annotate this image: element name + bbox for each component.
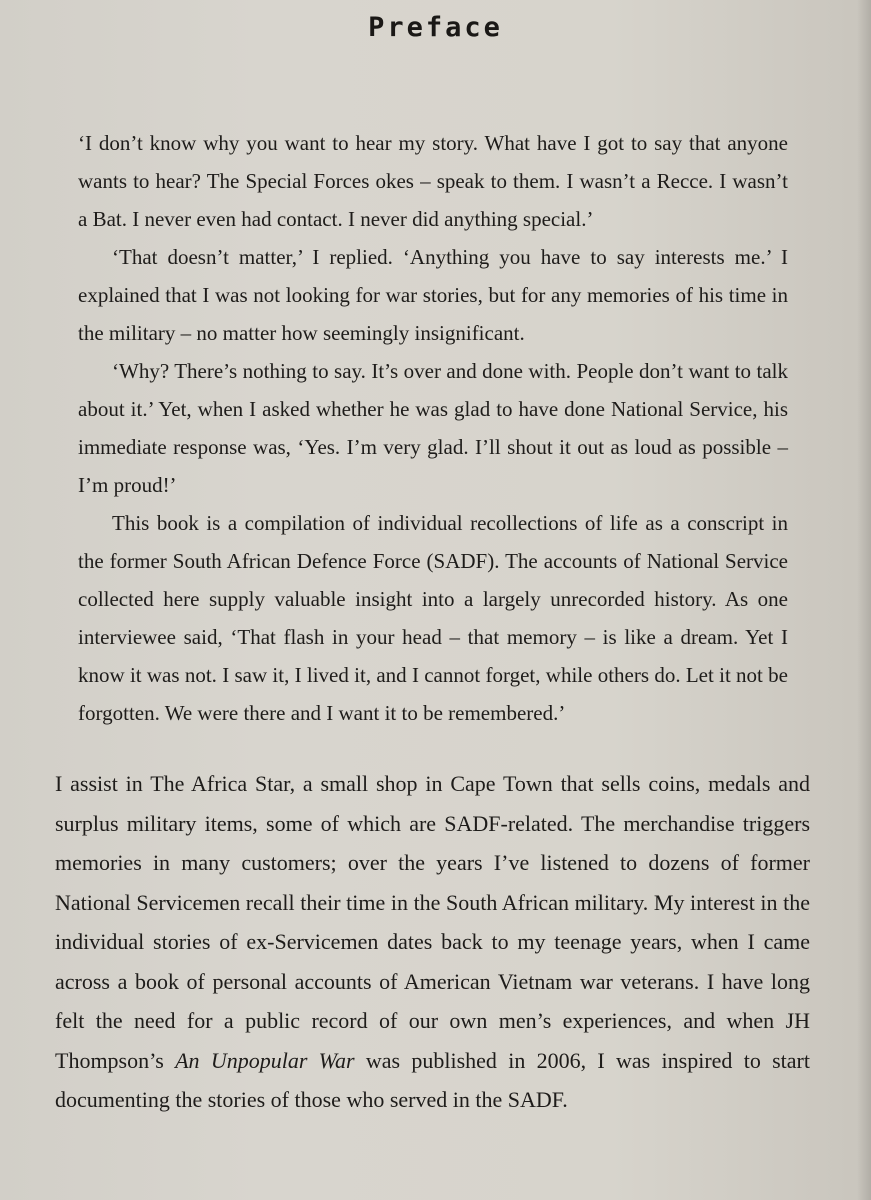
book-title: An Unpopular War (175, 1047, 355, 1073)
page-edge-shadow (857, 0, 871, 1200)
quote-section (78, 124, 788, 732)
paragraph-5-text-end: was published in 2006, I was inspired to start documenting the stories of those who served in the SADF. (55, 1047, 810, 1112)
paragraph-2: ‘That doesn’t matter,’ I replied. ‘Anything you have to say interests me.’ I explained that I was not looking for war stories, but for any memories of his time in the military – no matter how seemingly insignificant. (78, 245, 788, 345)
paragraph-1: ‘I don’t know why you want to hear my story. What have I got to say that anyone wants to hear? The Special Forces okes – speak to them. I wasn’t a Recce. I wasn’t a Bat. I never even had contact. I never did anything special.’ (78, 131, 788, 231)
paragraph-5 (55, 764, 810, 1120)
page-heading: Preface (368, 12, 503, 43)
paragraph-4: This book is a compilation of individual recollections of life as a conscript in the former South African Defence Force (SADF). The accounts of National Service collected here supply valuable insight into a largely unrecorded history. As one interviewee said, ‘That flash in your head – that memory – is like a dream. Yet I know it was not. I saw it, I lived it, and I cannot forget, while others do. Let it not be forgotten. We were there and I want it to be remembered.’ (78, 511, 788, 725)
second-section (55, 764, 810, 1120)
paragraph-5-text-start: I assist in The Africa Star, a small shop in Cape Town that sells coins, medals and surplus military items, some of which are SADF-related. The merchandise triggers memories in many customers; over the years I’ve listened to dozens of former National Servicemen recall their time in the South African military. My interest in the individual stories of ex-Servicemen dates back to my teenage years, when I came across a book of personal accounts of American Vietnam war veterans. I have long felt the need for a public record of our own men’s experiences, and when JH Thompson’s (55, 771, 810, 1073)
paragraph-3: ‘Why? There’s nothing to say. It’s over and done with. People don’t want to talk about it.’ Yet, when I asked whether he was glad to have done National Service, his immediate response was, ‘Yes. I’m very glad. I’ll shout it out as loud as possible – I’m proud!’ (78, 359, 788, 497)
